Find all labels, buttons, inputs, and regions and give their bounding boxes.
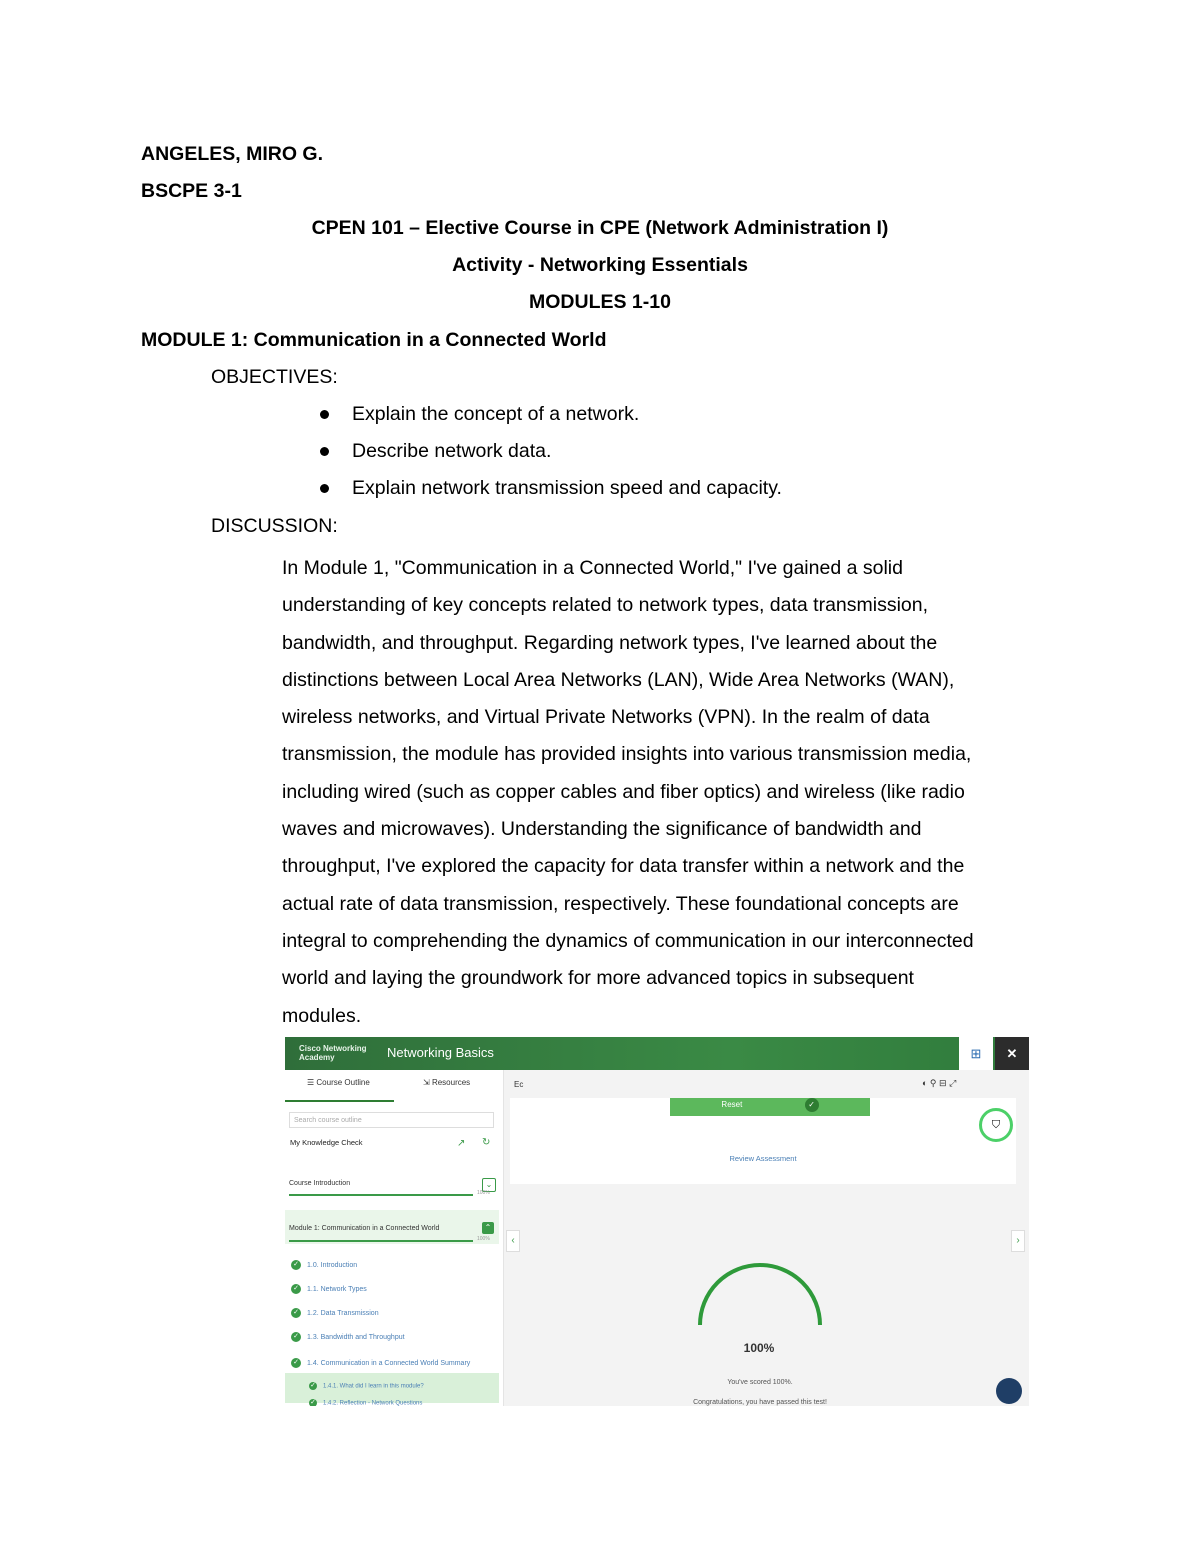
tab-course-outline[interactable]: ☰ Course Outline: [307, 1078, 370, 1087]
student-section: BSCPE 3-1: [141, 180, 242, 202]
review-assessment-link[interactable]: Review Assessment: [729, 1154, 797, 1163]
shield-icon[interactable]: ⛉: [979, 1108, 1013, 1142]
module-heading: MODULE 1: Communication in a Connected World: [141, 329, 607, 351]
check-icon: ✓: [805, 1098, 819, 1112]
panel-icon[interactable]: ⊞: [959, 1037, 993, 1070]
section-course-intro[interactable]: Course Introduction: [289, 1180, 351, 1187]
discussion-line: In Module 1, "Communication in a Connected World," I've gained a solid: [282, 557, 903, 579]
course-title-label: Networking Basics: [387, 1045, 494, 1060]
pass-message: Congratulations, you have passed this test!: [693, 1399, 827, 1406]
check-icon: ✓: [310, 1382, 316, 1389]
check-icon: ✓: [291, 1284, 301, 1294]
outline-item[interactable]: ✓ 1.3. Bandwidth and Throughput: [291, 1332, 405, 1342]
outline-search-input[interactable]: Search course outline: [289, 1112, 494, 1128]
score-gauge: [688, 1245, 832, 1329]
section-pct: 100%: [477, 1190, 490, 1196]
knowledge-check-label[interactable]: My Knowledge Check: [290, 1138, 363, 1147]
objective-item: Explain the concept of a network.: [352, 403, 640, 425]
bullet-icon: [320, 484, 329, 493]
chat-icon[interactable]: [996, 1378, 1022, 1404]
reset-button[interactable]: Reset ✓: [670, 1098, 870, 1116]
cisco-logo: Cisco Networking Academy: [299, 1044, 367, 1062]
bullet-icon: [320, 447, 329, 456]
discussion-line: transmission, the module has provided insights into various transmission media,: [282, 743, 972, 766]
chart-icon[interactable]: ↗: [457, 1138, 466, 1149]
discussion-label: DISCUSSION:: [211, 515, 338, 537]
discussion-line: bandwidth, and throughput. Regarding network types, I've learned about the: [282, 631, 938, 654]
outline-subitem[interactable]: ✓ 1.4.2. Reflection - Network Questions: [310, 1399, 423, 1406]
discussion-line: wireless networks, and Virtual Private Networks (VPN). In the realm of data: [282, 706, 930, 729]
section-pct: 100%: [477, 1236, 490, 1242]
bullet-icon: [320, 410, 329, 419]
discussion-paragraph: [282, 550, 1057, 1035]
outline-item-active[interactable]: ✓ 1.4. Communication in a Connected World Summary: [291, 1358, 471, 1368]
discussion-line: understanding of key concepts related to network types, data transmission,: [282, 594, 929, 617]
discussion-line: world and laying the groundwork for more advanced topics in subsequent: [282, 967, 914, 990]
progress-bar: [289, 1240, 473, 1242]
assessment-card: [510, 1098, 1016, 1184]
check-icon: ✓: [291, 1358, 301, 1368]
check-icon: ✓: [310, 1399, 316, 1406]
course-sidebar: [285, 1070, 504, 1406]
course-topbar: [285, 1037, 1029, 1070]
outline-item[interactable]: ✓ 1.1. Network Types: [291, 1284, 367, 1294]
discussion-line: waves and microwaves). Understanding the significance of bandwidth and: [282, 818, 922, 841]
outline-item[interactable]: ✓ 1.0. Introduction: [291, 1260, 357, 1270]
discussion-line: distinctions between Local Area Networks (LAN), Wide Area Networks (WAN),: [282, 668, 955, 691]
content-header-label: Ec: [514, 1080, 524, 1089]
tab-indicator: [285, 1100, 394, 1102]
discussion-line: including wired (such as copper cables and fiber optics) and wireless (like radio: [282, 780, 965, 803]
objective-item: Describe network data.: [352, 440, 552, 462]
chevron-down-icon[interactable]: ⌄: [482, 1178, 496, 1192]
progress-bar: [289, 1194, 473, 1196]
discussion-line: modules.: [282, 1004, 362, 1027]
activity-title: Activity - Networking Essentials: [452, 254, 748, 276]
section-module-1[interactable]: Module 1: Communication in a Connected World: [289, 1225, 440, 1232]
check-icon: ✓: [291, 1308, 301, 1318]
tab-resources[interactable]: ⇲ Resources: [423, 1078, 471, 1087]
student-name: ANGELES, MIRO G.: [141, 143, 324, 165]
refresh-icon[interactable]: ↻: [482, 1137, 491, 1148]
prev-arrow-icon[interactable]: ‹: [506, 1230, 520, 1252]
course-content: [504, 1070, 1029, 1406]
check-icon: ✓: [291, 1332, 301, 1342]
outline-item[interactable]: ✓ 1.2. Data Transmission: [291, 1308, 379, 1318]
objective-item: Explain network transmission speed and capacity.: [352, 477, 782, 499]
score-value: 100%: [743, 1341, 775, 1355]
discussion-line: actual rate of data transmission, respectively. These foundational concepts are: [282, 892, 959, 915]
close-icon[interactable]: ✕: [995, 1037, 1029, 1070]
check-icon: ✓: [291, 1260, 301, 1270]
toolbar-icons[interactable]: ◐ ⚲ ⊟ ⤢: [922, 1078, 957, 1088]
next-arrow-icon[interactable]: ›: [1011, 1230, 1025, 1252]
chevron-up-icon[interactable]: ⌃: [482, 1222, 494, 1234]
discussion-line: throughput, I've explored the capacity for data transfer within a network and the: [282, 855, 965, 878]
modules-title: MODULES 1-10: [529, 291, 671, 313]
discussion-line: integral to comprehending the dynamics of communication in our interconnected: [282, 929, 974, 952]
course-title: CPEN 101 – Elective Course in CPE (Network Administration I): [311, 217, 889, 239]
course-screenshot: [285, 1037, 1029, 1406]
outline-subitem[interactable]: ✓ 1.4.1. What did I learn in this module?: [310, 1382, 424, 1390]
objectives-label: OBJECTIVES:: [211, 366, 338, 388]
score-message: You've scored 100%.: [727, 1379, 793, 1386]
